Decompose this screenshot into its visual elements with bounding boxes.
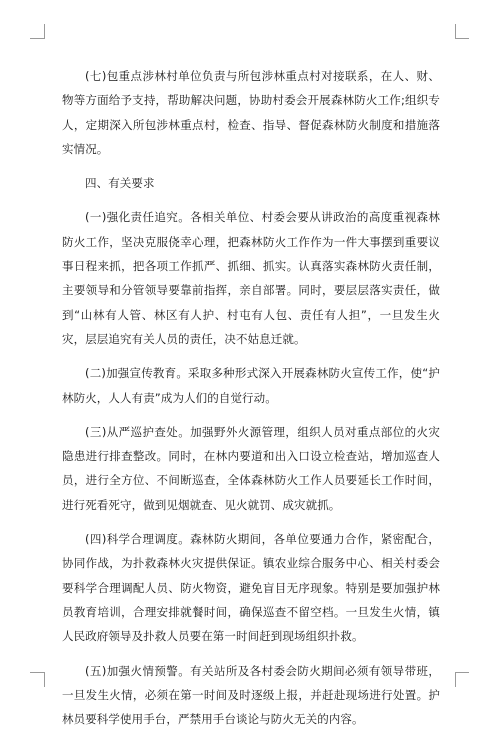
requirement-1: (一)强化责任追究。各相关单位、村委会要从讲政治的高度重视森林防火工作，坚决克服侥幸心理，把森林防火工作作为一件大事摆到重要议事日程来抓，把各项工作抓严、抓细、抓实。认真落实森林防火责任制，主要领导和分管领导要靠前指挥，亲自部署。同时，要层层落实责任，做到“山林有人管、林区有人护、村屯有人包、责任有人担”，一旦发生火灾，层层追究有关人员的责任，决不姑息迁就。: [62, 210, 440, 346]
requirement-5: (五)加强火情预警。有关站所及各村委会防火期间必须有领导带班，一旦发生火情，必须在第一时间及时逐级上报，并赶赴现场进行处置。护林员要科学使用手台，严禁用手台谈论与防火无关的内容。: [62, 663, 440, 727]
document-body: [62, 64, 440, 731]
paragraph-spacer: [62, 351, 440, 361]
requirement-3: (三)从严巡护查处。加强野外火源管理，组织人员对重点部位的火灾隐患进行排查整改。同时，在林内要道和出入口设立检查站，增加巡查人员，进行全方位、不间断巡查，全体森林防火工作人员要延长工作时间，进行死看死守，做到见烟就查、见火就罚、成灾就抓。: [62, 424, 440, 512]
paragraph-spacer: [62, 410, 440, 420]
crop-mark-bottom-left-v: [44, 672, 45, 687]
paragraph-spacer: [62, 649, 440, 659]
paragraph-spacer: [62, 195, 440, 205]
crop-mark-top-left-h: [30, 38, 44, 39]
section-heading: 四、有关要求: [85, 176, 155, 191]
crop-mark-top-right-v: [455, 24, 456, 39]
crop-mark-bottom-right-h: [455, 672, 469, 673]
requirement-2: (二)加强宣传教育。采取多种形式深入开展森林防火宣传工作，使“护林防火，人人有责”成为人们的自觉行动。: [62, 366, 440, 405]
paragraph-spacer: [62, 161, 440, 171]
paragraph-item-7: (七)包重点涉林村单位负责与所包涉林重点村对接联系，在人、财、物等方面给予支持，帮助解决问题，协助村委会开展森林防火工作;组织专人，定期深入所包涉林重点村，检查、指导、督促森林防火制度和措施落实情况。: [62, 69, 440, 156]
paragraph-spacer: [62, 517, 440, 527]
crop-mark-top-left-v: [44, 24, 45, 39]
requirement-4: (四)科学合理调度。森林防火期间，各单位要通力合作，紧密配合，协同作战，为扑救森林火灾提供保证。镇农业综合服务中心、相关村委会要科学合理调配人员、防火物资，避免盲目无序现象。特别是要加强护林员教育培训，合理安排就餐时间，确保巡查不留空档。一旦发生火情，镇人民政府领导及扑救人员要在第一时间赶到现场组织扑救。: [62, 532, 440, 644]
crop-mark-top-right-h: [455, 38, 469, 39]
crop-mark-bottom-left-h: [30, 672, 44, 673]
crop-mark-bottom-right-v: [455, 672, 456, 687]
